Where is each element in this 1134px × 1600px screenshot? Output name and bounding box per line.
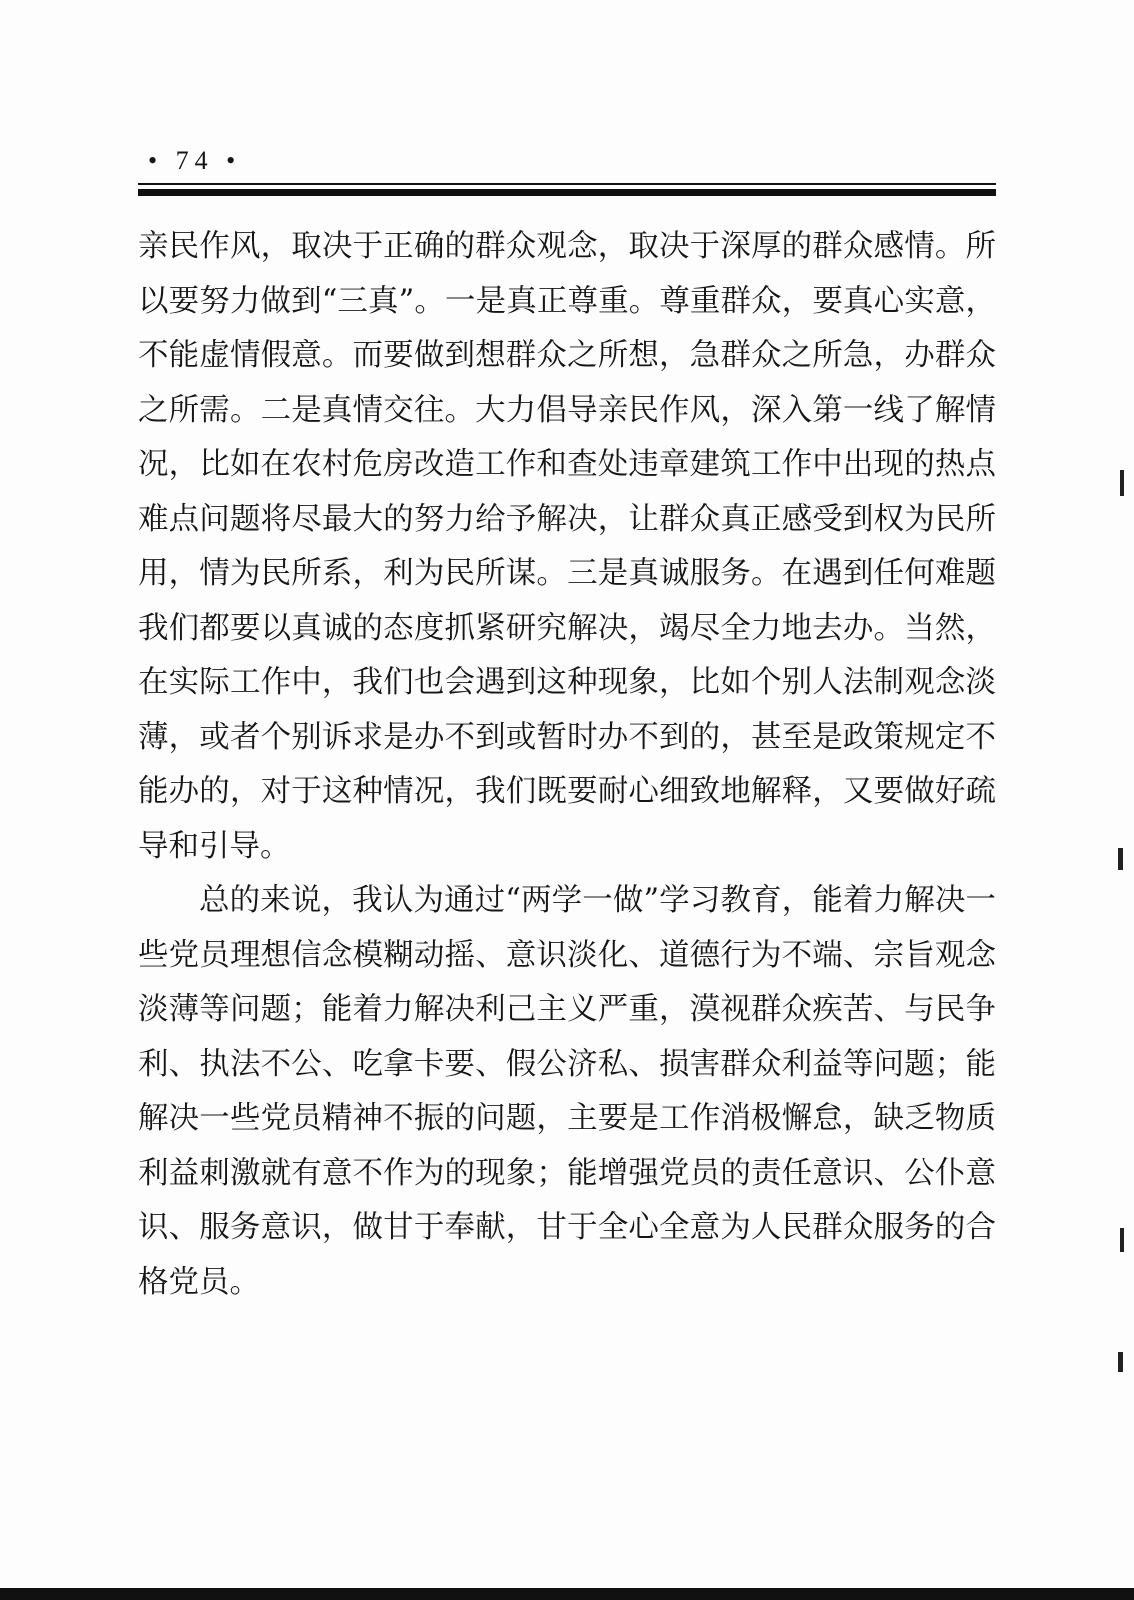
scan-edge-mark (1118, 848, 1123, 870)
page-number: • 74 • (148, 146, 242, 175)
scan-edge-mark (1118, 1352, 1123, 1372)
header-rule-thin (138, 183, 996, 185)
scan-edge-mark (1120, 470, 1124, 496)
scan-edge-mark (1120, 1228, 1124, 1252)
header-rule-thick (138, 189, 996, 196)
paragraph-2: 总的来说，我认为通过“两学一做”学习教育，能着力解决一些党员理想信念模糊动摇、意识淡化、道德行为不端、宗旨观念淡薄等问题；能着力解决利己主义严重，漠视群众疾苦、与民争利、执法不公、吃拿卡要、假公济私、损害群众利益等问题；能解决一些党员精神不振的问题，主要是工作消极懈怠，缺乏物质利益刺激就有意不作为的现象；能增强党员的责任意识、公仆意识、服务意识，做甘于奉献，甘于全心全意为人民群众服务的合格党员。 (138, 883, 996, 1300)
body-text (138, 220, 996, 1310)
paragraph-1: 亲民作风，取决于正确的群众观念，取决于深厚的群众感情。所以要努力做到“三真”。一是真正尊重。尊重群众，要真心实意，不能虚情假意。而要做到想群众之所想，急群众之所急，办群众之所需。二是真情交往。大力倡导亲民作风，深入第一线了解情况，比如在农村危房改造工作和查处违章建筑工作中出现的热点难点问题将尽最大的努力给予解决，让群众真正感受到权为民所用，情为民所系，利为民所谋。三是真诚服务。在遇到任何难题我们都要以真诚的态度抓紧研究解决，竭尽全力地去办。当然，在实际工作中，我们也会遇到这种现象，比如个别人法制观念淡薄，或者个别诉求是办不到或暂时办不到的，甚至是政策规定不能办的，对于这种情况，我们既要耐心细致地解释，又要做好疏导和引导。 (138, 229, 996, 864)
scan-bottom-edge (0, 1588, 1134, 1600)
